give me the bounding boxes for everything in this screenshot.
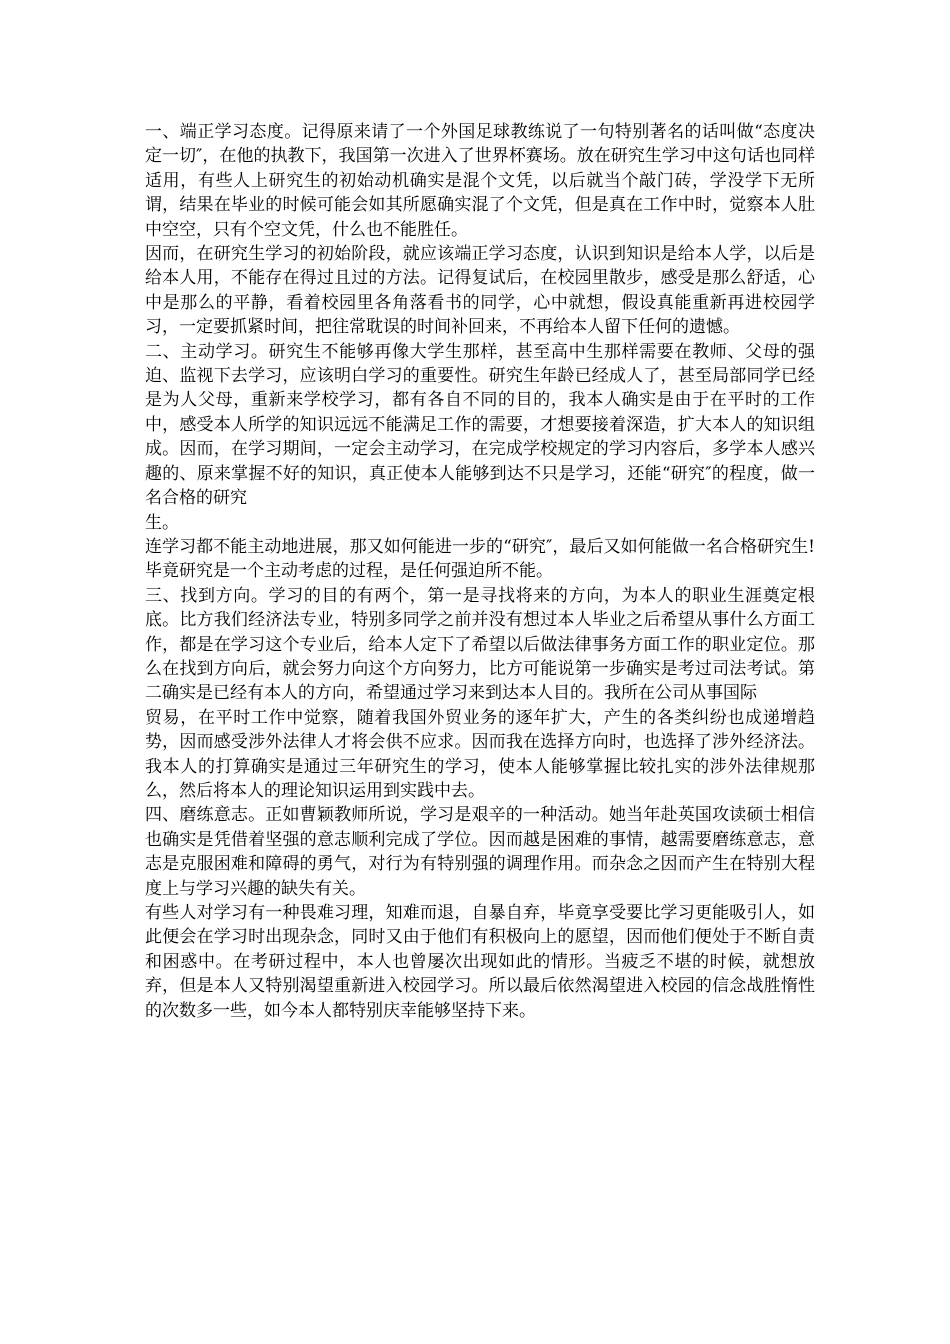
paragraph-active-learning: 二、主动学习。研究生不能够再像大学生那样，甚至高中生那样需要在教师、父母的强迫、监视下去学习，应该明白学习的重要性。研究生年龄已经成人了，甚至局部同学已经是为人父母，重新来学校学习，都有各自不同的目的，我本人确实是由于在平时的工作中，感受本人所学的知识远远不能满足工作的需要，才想要接着深造，扩大本人的知识组成。因而，在学习期间，一定会主动学习，在完成学校规定的学习内容后，多学本人感兴趣的、原来掌握不好的知识，真正使本人能够到达不只是学习，还能“研究″的程度，做一名合格的研究 生。 (145, 341, 815, 533)
paragraph-attitude: 一、端正学习态度。记得原来请了一个外国足球教练说了一句特别著名的话叫做“态度决定一切″，在他的执教下，我国第一次进入了世界杯赛场。放在研究生学习中这句话也同样适用，有些人上研究生的初始动机确实是混个文凭，以后就当个敲门砖，学没学下无所谓，结果在毕业的时候可能会如其所愿确实混了个文凭，但是真在工作中时，觉察本人肚中空空，只有个空文凭，什么也不能胜任。 (145, 122, 815, 240)
paragraph-find-direction: 三、找到方向。学习的目的有两个，第一是寻找将来的方向，为本人的职业生涯奠定根底。比方我们经济法专业，特别多同学之前并没有想过本人毕业之后希望从事什么方面工作，都是在学习这个专业后，给本人定下了希望以后做法律事务方面工作的职业定位。那么在找到方向后，就会努力向这个方向努力，比方可能说第一步确实是考过司法考试。第二确实是已经有本人的方向，希望通过学习来到达本人目的。我所在公司从事国际 贸易，在平时工作中觉察，随着我国外贸业务的逐年扩大，产生的各类纠纷也成递增趋势，因而感受涉外法律人才将会供不应求。因而我在选择方向时，也选择了涉外经济法。我本人的打算确实是通过三年研究生的学习，使本人能够掌握比较扎实的涉外法律规那么，然后将本人的理论知识运用到实践中去。 (145, 585, 815, 801)
paragraph-active-learning-followup: 连学习都不能主动地进展，那又如何能进一步的“研究″，最后又如何能做一名合格研究生!毕竟研究是一个主动考虑的过程，是任何强迫所不能。 (145, 536, 815, 582)
paragraph-temper-will: 四、磨练意志。正如曹颖教师所说，学习是艰辛的一种活动。她当年赴英国攻读硕士相信也确实是凭借着坚强的意志顺利完成了学位。因而越是困难的事情，越需要磨练意志，意志是克服困难和障碍的勇气，对行为有特别强的调理作用。而杂念之因而产生在特别大程度上与学习兴趣的缺失有关。 (145, 805, 815, 899)
document-body (145, 120, 815, 1023)
paragraph-attitude-followup: 因而，在研究生学习的初始阶段，就应该端正学习态度，认识到知识是给本人学，以后是给本人用，不能存在得过且过的方法。记得复试后，在校园里散步，感受是那么舒适，心中是那么的平静，看着校园里各角落看书的同学，心中就想，假设真能重新再进校园学习，一定要抓紧时间，把往常耽误的时间补回来，不再给本人留下任何的遗憾。 (145, 244, 815, 338)
paragraph-temper-will-followup: 有些人对学习有一种畏难习理，知难而退，自暴自弃，毕竟享受要比学习更能吸引人，如此便会在学习时出现杂念，同时又由于他们有积极向上的愿望，因而他们便处于不断自责和困惑中。在考研过程中，本人也曾屡次出现如此的情形。当疲乏不堪的时候，就想放弃，但是本人又特别渴望重新进入校园学习。所以最后依然渴望进入校园的信念战胜惰性的次数多一些，如今本人都特别庆幸能够坚持下来。 (145, 903, 815, 1021)
